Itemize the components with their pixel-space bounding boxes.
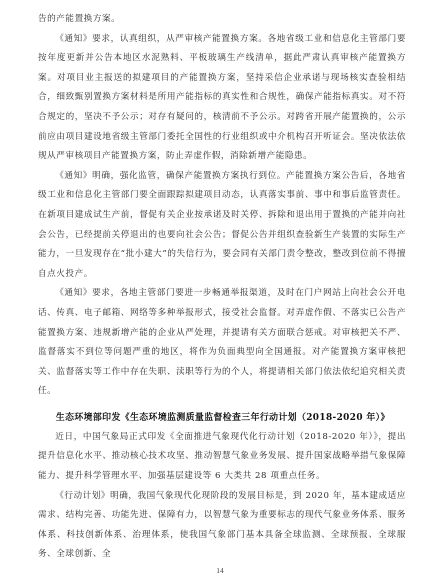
page-number: 14 xyxy=(216,566,224,575)
section-heading: 生态环境部印发《生态环境监测质量监督检查三年行动计划（2018-2020 年）》 xyxy=(55,412,390,423)
paragraph-continuation: 告的产能置换方案。 xyxy=(38,14,121,24)
paragraph-review-requirements: 《通知》要求，认真组织，从严审核产能置换方案。各地省级工业和信息化主管部门要按年度更新并公告本地区水泥熟料、平板玻璃生产线清单，据此严肃认真审核产能置换方案。对项目业主报送的拟建项目的产能置换方案，坚持采信企业承诺与现场核实查验相结合，细致甄别置换方案材料是所用产能指标的真实性和合规性，确保产能指标真实。对不符合规定的，坚决不予公示；对存有疑问的，核清前不予公示。对跨省开展产能置换的，公示前应由项目建设地省级主管部门委托全国性的行业组织或中介机构召开听证会。坚决依法依规从严审核项目产能置换方案，防止弄虚作假，消除新增产能隐患。 xyxy=(38,33,406,162)
paragraph-plan-goals: 《行动计划》明确，我国气象现代化现阶段的发展目标是，到 2020 年，基本建成适应需求、结构完善、功能先进、保障有力，以智慧气象为重要标志的现代气象业务体系、服务体系、科技创新体系、治理体系，使我国气象部门基本具备全球监测、全球预报、全球服务、全球创新、全 xyxy=(38,490,406,560)
paragraph-supervision: 《通知》明确，强化监管，确保产能置换方案执行到位。产能置换方案公告后，各地省级工业和信息化主管部门要全面跟踪拟建项目动态，认真落实事前、事中和事后监管责任。在新项目建成试生产前，督促有关企业按承诺及时关停、拆除和退出用于置换的产能并向社会公告，已经提前关停退出的也要向社会公告；督促公告并组织查验新生产装置的实际生产能力，一旦发现存在“批小建大”的失信行为，要会同有关部门责令整改，整改到位前不得擅自点火投产。 xyxy=(38,170,406,279)
paragraph-reporting-channels: 《通知》要求，各地主管部门要进一步畅通举报渠道，及时在门户网站上向社会公开电话、传真、电子邮箱、网络等多种举报形式，接受社会监督。对弄虚作假、不落实已公告产能置换方案、违规新增产能的企业从严处理，并提请有关方面联合惩戒。对审核把关不严、监督落实不到位等问题严重的地区，将作为负面典型向全国通报。对产能置换方案审核把关、监督落实等工作中存在失职、渎职等行为的个人，将提请相关部门依法依纪追究相关责任。 xyxy=(38,288,406,397)
paragraph-meteorology-plan: 近日，中国气象局正式印发《全面推进气象现代化行动计划（2018-2020 年）》，提出提升信息化水平、推动核心技术攻坚、推动智慧气象业务发展、提升国家战略举措气象保障能力、提升科学管理水平、加强基层建设等 6 大类共 28 项重点任务。 xyxy=(38,431,406,482)
